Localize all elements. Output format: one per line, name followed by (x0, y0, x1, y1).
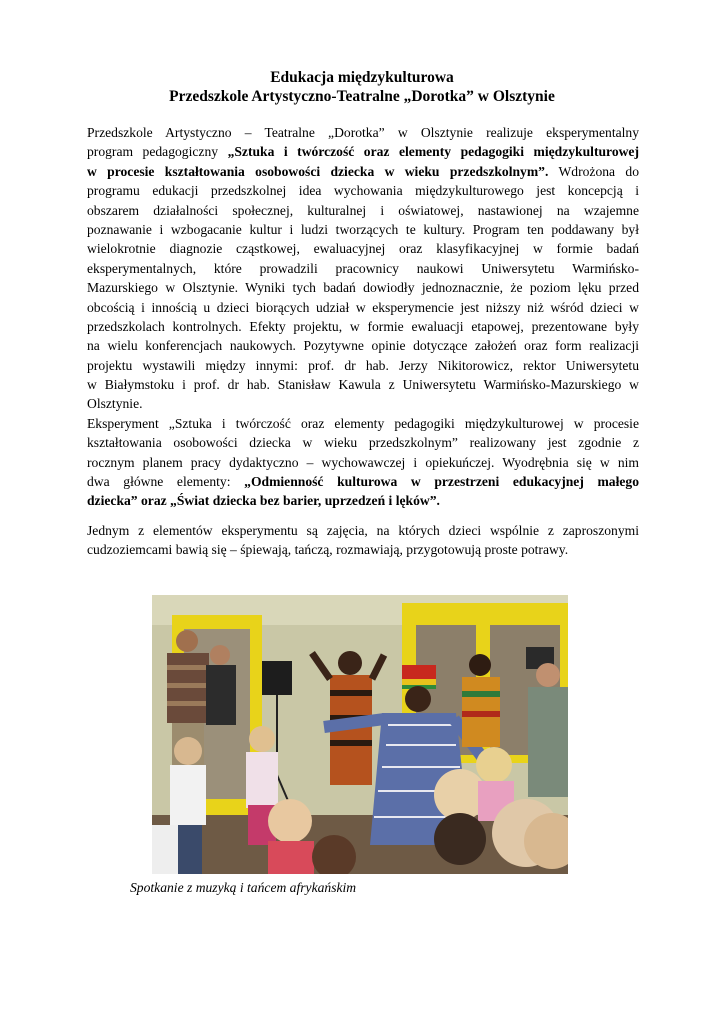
text-line (87, 433, 639, 452)
text-segment: obszarem działalności społecznej, kulturalnej i oświatowej, nastawionej na wzajemne (87, 202, 639, 218)
text-segment: eksperymentalnych, które prowadzili pracownicy naukowi Uniwersytetu Warmińsko- (87, 260, 639, 276)
text-segment: w Białymstoku i prof. dr hab. Stanisław Kawula z Uniwersytetu Warmińsko-Mazurskiego w (87, 377, 639, 393)
text-line (87, 298, 639, 317)
text-segment: Jednym z elementów eksperymentu są zajęcia, na których dzieci wspólnie z zaproszonymi (87, 523, 639, 538)
text-line (87, 472, 639, 491)
text-line (87, 278, 639, 297)
text-line (87, 123, 639, 142)
photo-illustration (152, 595, 568, 874)
event-photo (152, 595, 568, 874)
text-line (87, 259, 639, 278)
photo-caption: Spotkanie z muzyką i tańcem afrykańskim (130, 880, 357, 895)
text-segment: Eksperyment „Sztuka i twórczość oraz elementy pedagogiki międzykulturowej w procesie (87, 415, 639, 431)
document-title: Edukacja międzykulturowa (270, 69, 454, 86)
text-segment: rocznym planem pracy dydaktyczno – wychowawczej i opiekuńczej. Wyodrębnia się w nim (87, 454, 639, 470)
text-line (87, 181, 639, 200)
emphasized-text: „Odmienność kulturowa w przestrzeni edukacyjnej małego (244, 474, 639, 490)
text-line (87, 201, 639, 220)
text-segment: program pedagogiczny (87, 144, 228, 160)
document-subtitle: Przedszkole Artystyczno-Teatralne „Dorotka” w Olsztynie (169, 88, 555, 105)
text-segment: Przedszkole Artystyczno – Teatralne „Dorotka” w Olsztynie realizuje eksperymentalny (87, 125, 639, 140)
emphasized-text: w procesie kształtowania osobowości dziecka w wieku przedszkolnym”. (87, 163, 549, 179)
text-segment: obcością i innością u dzieci biorących udział w eksperymencie jest niższy niż wśród dzieci w (87, 299, 639, 315)
text-segment: programu edukacji przedszkolnej idea wychowania międzykulturowego jest koncepcją i (87, 183, 639, 199)
emphasized-text: dziecka” oraz „Świat dziecka bez barier, uprzedzeń i lęków”. (87, 493, 440, 509)
text-segment: dwa główne elementy: (87, 474, 245, 490)
text-line (87, 336, 639, 355)
text-segment: Wdrożona do (548, 163, 639, 179)
text-segment: poznawanie i wzbogacanie kultur i ludzi tworzących te kultury. Program ten poddawany był (87, 221, 639, 237)
paragraph-main (87, 123, 639, 511)
text-segment: przedszkolach kontrolnych. Efekty projektu, w formie ewaluacji etapowej, prezentowane były (87, 318, 639, 334)
text-line (87, 317, 639, 336)
text-segment: wielokrotnie diagnozie cząstkowej, ewaluacyjnej oraz klasyfikacyjnej w formie badań (87, 241, 639, 257)
emphasized-text: „Sztuka i twórczość oraz elementy pedagogiki międzykulturowej (227, 144, 639, 160)
text-line (87, 540, 639, 559)
text-line (87, 142, 639, 161)
text-segment: kształtowania osobowości dziecka w wieku przedszkolnym” realizowany jest zgodnie z (87, 435, 639, 451)
text-line (87, 521, 639, 540)
text-line (87, 356, 639, 375)
text-segment: projektu wystawili między innymi: prof. dr hab. Jerzy Nikitorowicz, rektor Uniwersytetu (87, 357, 639, 373)
text-line (87, 375, 639, 394)
text-segment: na wielu konferencjach naukowych. Pozytywne opinie dotyczące założeń oraz form realizacji (87, 338, 639, 354)
text-line (87, 239, 639, 258)
text-segment: cudzoziemcami bawią się – śpiewają, tańczą, rozmawiają, przygotowują proste potrawy. (87, 542, 569, 558)
text-segment: Olsztynie. (87, 396, 143, 412)
text-line (87, 220, 639, 239)
paragraph-activities (87, 521, 639, 560)
text-segment: Mazurskiego w Olsztynie. Wyniki tych badań dowiodły jednoznacznie, że poziom lęku przed (87, 280, 639, 296)
text-line (87, 453, 639, 472)
text-line (87, 491, 639, 510)
text-line (87, 414, 639, 433)
text-line (87, 162, 639, 181)
text-line (87, 394, 639, 413)
